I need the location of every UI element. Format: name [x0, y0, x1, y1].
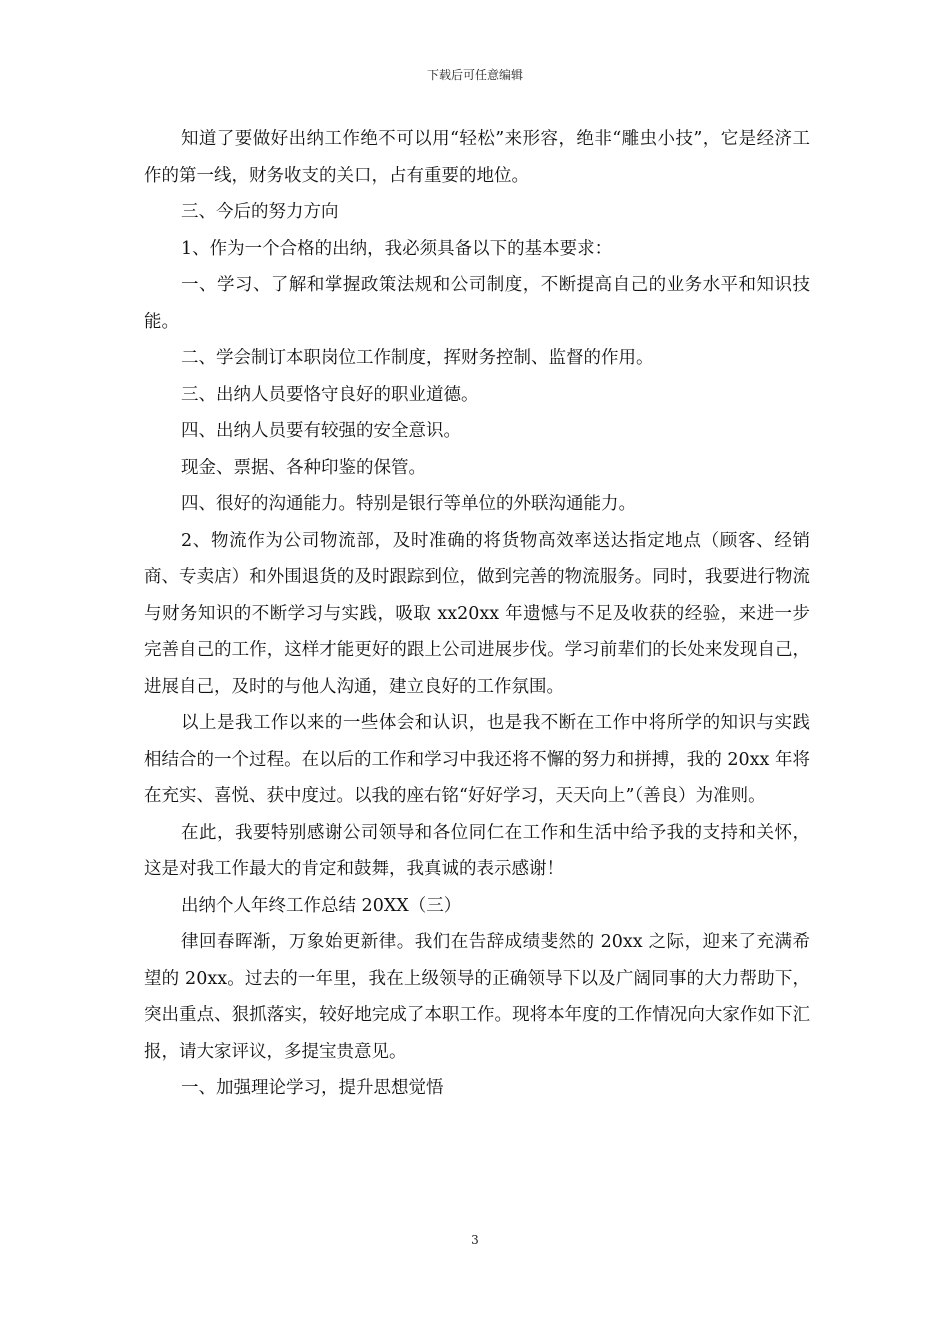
paragraph-thanks: 在此，我要特别感谢公司领导和各位同仁在工作和生活中给予我的支持和关怀，这是对我工作最大的肯定和鼓舞，我真诚的表示感谢！ [144, 822, 810, 879]
list-item-4: 四、出纳人员要有较强的安全意识。 [181, 421, 461, 441]
list-item-1: 一、学习、了解和掌握政策法规和公司制度，不断提高自己的业务水平和知识技能。 [144, 275, 810, 332]
page-header: 下载后可任意编辑 [426, 68, 523, 82]
document-body [144, 121, 810, 1107]
paragraph-summary: 以上是我工作以来的一些体会和认识，也是我不断在工作中将所学的知识与实践相结合的一个过程。在以后的工作和学习中我还将不懈的努力和拼搏，我的 20xx 年将在充实、喜悦、获中度过。以我的座右铭“好好学习，天天向上”（善良）为准则。 [144, 713, 810, 806]
paragraph-logistics: 2、物流作为公司物流部，及时准确的将货物高效率送达指定地点（顾客、经销商、专卖店）和外围退货的及时跟踪到位，做到完善的物流服务。同时，我要进行物流与财务知识的不断学习与实践，吸取 xx20xx 年遗憾与不足及收获的经验，来进一步完善自己的工作，这样才能更好的跟上公司进展步伐。学习前辈们的长处来发现自己，进展自己，及时的与他人沟通，建立良好的工作氛围。 [144, 530, 810, 697]
section-heading-1: 一、加强理论学习，提升思想觉悟 [181, 1078, 444, 1098]
paragraph-intro-3: 律回春晖渐，万象始更新律。我们在告辞成绩斐然的 20xx 之际，迎来了充满希望的 20xx。过去的一年里，我在上级领导的正确领导下以及广阔同事的大力帮助下，突出重点、狠抓落实，较好地完成了本职工作。现将本年度的工作情况向大家作如下汇报，请大家评议，多提宝贵意见。 [144, 932, 810, 1062]
paragraph-1: 知道了要做好出纳工作绝不可以用“轻松”来形容，绝非“雕虫小技”，它是经济工作的第一线，财务收支的关口，占有重要的地位。 [144, 129, 810, 186]
list-item-4-detail: 现金、票据、各种印鉴的保管。 [181, 457, 426, 478]
document-subtitle: 出纳个人年终工作总结 20XX（三） [181, 895, 462, 916]
list-item-2: 二、学会制订本职岗位工作制度，挥财务控制、监督的作用。 [181, 348, 654, 368]
list-item-3: 三、出纳人员要恪守良好的职业道德。 [181, 384, 479, 405]
section-heading-3: 三、今后的努力方向 [181, 202, 339, 222]
paragraph-requirements-intro: 1、作为一个合格的出纳，我必须具备以下的基本要求： [181, 238, 613, 259]
page-number: 3 [471, 1233, 479, 1247]
list-item-5: 四、很好的沟通能力。特别是银行等单位的外联沟通能力。 [181, 494, 636, 514]
